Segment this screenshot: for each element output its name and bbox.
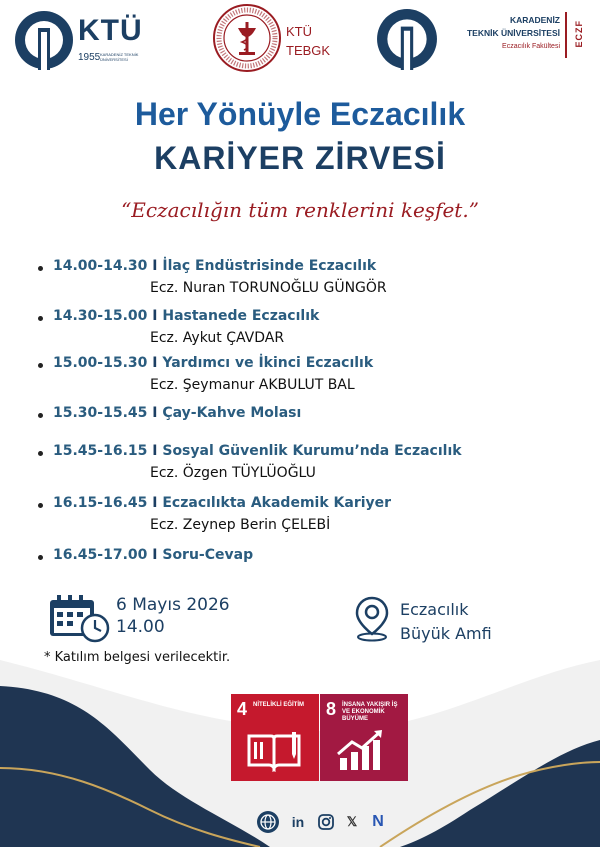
schedule-item	[38, 258, 578, 302]
faculty-logo	[450, 12, 590, 62]
schedule-row	[38, 355, 578, 377]
event-place-line1: Eczacılık	[400, 600, 469, 619]
schedule-row	[38, 443, 578, 465]
schedule-row	[38, 308, 578, 330]
schedule-speaker: Ecz. Nuran TORUNOĞLU GÜNGÖR	[150, 280, 387, 296]
faculty-logo-side-label: ECZF	[574, 20, 584, 48]
schedule-topic: Soru-Cevap	[162, 547, 254, 563]
schedule-speaker: Ecz. Özgen TÜYLÜOĞLU	[150, 465, 316, 481]
bullet-icon	[38, 413, 43, 418]
schedule-row	[38, 258, 578, 280]
ktu-logo	[14, 10, 154, 72]
x-icon[interactable]	[339, 809, 365, 835]
location-pin-icon	[354, 596, 390, 642]
tebgk-line2: TEBGK	[286, 43, 331, 58]
schedule-row	[38, 495, 578, 517]
schedule-time-topic	[53, 258, 376, 274]
sdg-number: 8	[326, 699, 337, 719]
schedule-row	[38, 547, 578, 569]
tebgk-logo	[212, 2, 372, 78]
growth-chart-icon	[334, 728, 394, 772]
schedule-time: 15.30-15.45	[53, 405, 148, 421]
separator: I	[152, 258, 158, 274]
sdg-number: 4	[237, 699, 248, 719]
tebgk-line1: KTÜ	[286, 24, 312, 39]
schedule-time-topic	[53, 355, 373, 371]
schedule-topic: Sosyal Güvenlik Kurumu’nda Eczacılık	[162, 443, 462, 459]
schedule-item	[38, 443, 578, 487]
schedule-topic: Hastanede Eczacılık	[162, 308, 320, 324]
instagram-icon[interactable]	[313, 809, 339, 835]
schedule-time: 16.15-16.45	[53, 495, 148, 511]
bullet-icon	[38, 316, 43, 321]
book-pencil-icon	[245, 728, 305, 772]
event-time: 14.00	[116, 617, 165, 637]
sdg-title: NİTELİKLİ EĞİTİM	[253, 702, 304, 708]
linkedin-icon[interactable]	[285, 809, 311, 835]
schedule-item	[38, 355, 578, 399]
schedule-time: 15.45-16.15	[53, 443, 148, 459]
globe-icon[interactable]	[255, 809, 281, 835]
schedule-topic: Eczacılıkta Akademik Kariyer	[162, 495, 392, 511]
faculty-logo-line1: KARADENİZ	[509, 15, 560, 25]
faculty-logo-divider	[565, 12, 567, 58]
schedule-time: 16.45-17.00	[53, 547, 148, 563]
schedule-list	[38, 258, 578, 569]
schedule-topic: Çay-Kahve Molası	[162, 405, 302, 421]
schedule-topic: Yardımcı ve İkinci Eczacılık	[162, 355, 374, 371]
schedule-item	[38, 308, 578, 352]
slogan: “Eczacılığın tüm renklerini keşfet.”	[121, 198, 479, 222]
linkedin-label: in	[291, 814, 305, 830]
event-place	[400, 598, 492, 646]
schedule-time: 14.00-14.30	[53, 258, 148, 274]
schedule-time-topic	[53, 308, 319, 324]
x-label: 𝕏	[346, 814, 358, 829]
n-logo-label: N	[372, 813, 384, 830]
sdg-title: İNSANA YAKIŞIR İŞ VE EKONOMİK BÜYÜME	[342, 702, 398, 722]
faculty-logo-line2: TEKNİK ÜNİVERSİTESİ	[466, 28, 560, 38]
separator: I	[152, 405, 158, 421]
schedule-item	[38, 405, 578, 427]
schedule-time-topic	[53, 495, 391, 511]
event-date-time	[116, 594, 230, 638]
n-logo-icon[interactable]	[365, 809, 391, 835]
certificate-note: * Katılım belgesi verilecektir.	[44, 650, 231, 665]
bullet-icon	[38, 555, 43, 560]
ktu-logo-text: KTÜ	[78, 14, 143, 47]
faculty-logo-text	[467, 14, 560, 53]
ktu-emblem-secondary-icon	[376, 8, 438, 70]
separator: I	[152, 308, 158, 324]
faculty-logo-line3: Eczacılık Fakültesi	[502, 43, 560, 50]
sdg-tile-8	[320, 694, 408, 781]
title-line1: Her Yönüyle Eczacılık	[134, 96, 466, 132]
schedule-row	[38, 405, 578, 427]
calendar-clock-icon	[48, 594, 114, 644]
schedule-time-topic	[53, 547, 253, 563]
ktu-emblem-icon	[14, 10, 74, 70]
schedule-time: 15.00-15.30	[53, 355, 148, 371]
bullet-icon	[38, 503, 43, 508]
bullet-icon	[38, 451, 43, 456]
schedule-speaker: Ecz. Şeymanur AKBULUT BAL	[150, 377, 355, 393]
tebgk-seal-icon	[212, 2, 282, 74]
schedule-item	[38, 495, 578, 539]
sdg-tile-4	[231, 694, 319, 781]
separator: I	[152, 495, 158, 511]
separator: I	[152, 355, 158, 371]
event-date: 6 Mayıs 2026	[116, 595, 230, 615]
title-line2: KARİYER ZİRVESİ	[154, 140, 446, 176]
ktu-logo-sub: KARADENİZ TEKNİK ÜNİVERSİTESİ	[100, 52, 139, 62]
separator: I	[152, 443, 158, 459]
ktu-logo-year: 1955	[78, 52, 101, 63]
schedule-speaker: Ecz. Aykut ÇAVDAR	[150, 330, 285, 346]
schedule-item	[38, 547, 578, 569]
bullet-icon	[38, 363, 43, 368]
event-place-line2: Büyük Amfi	[400, 624, 492, 643]
bullet-icon	[38, 266, 43, 271]
separator: I	[152, 547, 158, 563]
schedule-speaker: Ecz. Zeynep Berin ÇELEBİ	[150, 517, 331, 533]
schedule-topic: İlaç Endüstrisinde Eczacılık	[162, 258, 377, 274]
schedule-time-topic	[53, 405, 301, 421]
schedule-time-topic	[53, 443, 462, 459]
schedule-time: 14.30-15.00	[53, 308, 148, 324]
tebgk-logo-text	[286, 22, 330, 60]
